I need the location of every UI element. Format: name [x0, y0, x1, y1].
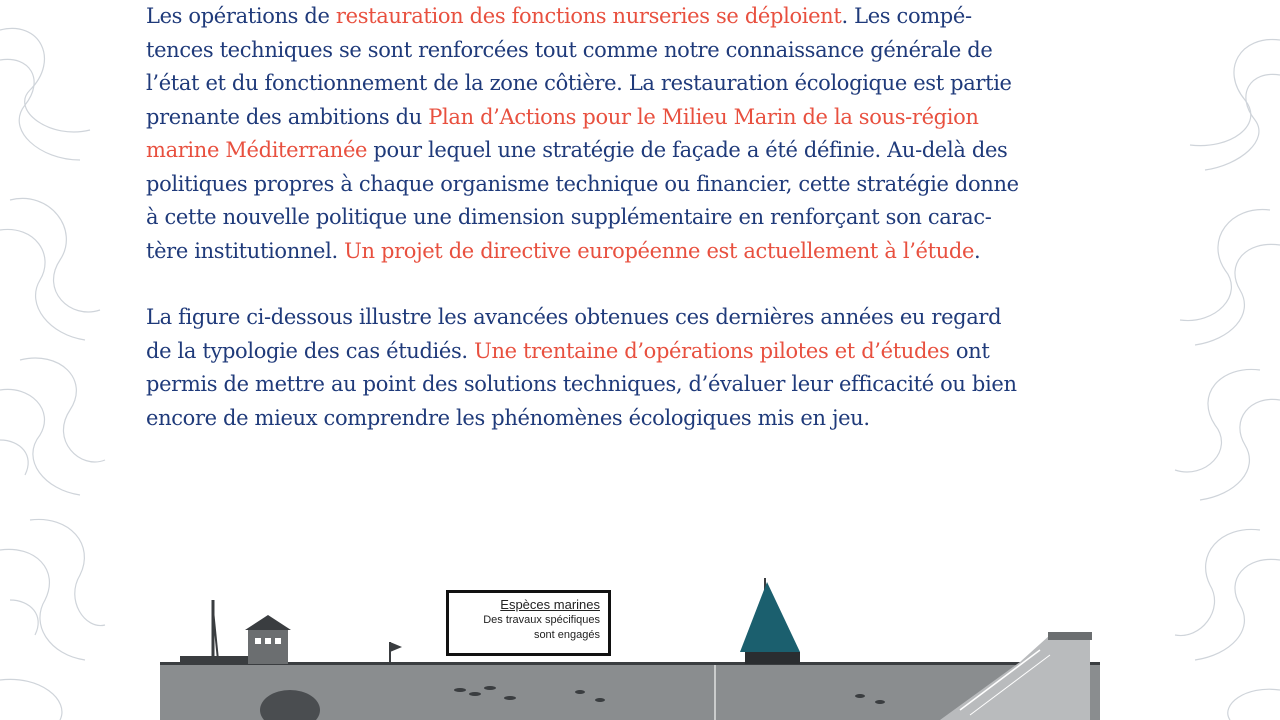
text: La figure ci-dessous illustre les avancées obtenues ces dernières années eu regard	[146, 305, 1002, 329]
legend-title: Espèces marines	[500, 597, 600, 612]
highlight-link[interactable]: Une trentaine d’opérations pilotes et d’études	[474, 338, 950, 363]
pier	[180, 656, 250, 664]
paragraph-1	[146, 0, 1136, 268]
text: tère institutionnel.	[146, 238, 345, 263]
text: tences techniques se sont renforcées tout comme notre connaissance générale de	[146, 37, 993, 62]
text: .	[974, 238, 981, 263]
legend-box	[446, 590, 611, 656]
text: ont	[949, 338, 990, 363]
text: permis de mettre au point des solutions techniques, d’évaluer leur efficacité ou bien	[146, 372, 1017, 396]
text: à cette nouvelle politique une dimension supplémentaire en renforçant son carac-	[146, 205, 992, 229]
paragraph-2	[146, 301, 1136, 435]
text: l’état et du fonctionnement de la zone côtière. La restauration écologique est partie	[146, 71, 1012, 95]
highlight-link[interactable]: restauration des fonctions nurseries se déploient	[335, 4, 842, 28]
text: Les opérations de	[146, 4, 336, 28]
topographic-pattern-right	[1170, 0, 1280, 720]
text: pour lequel une stratégie de façade a été définie. Au-delà des	[367, 138, 1008, 162]
text: . Les compé-	[841, 4, 972, 28]
highlight-link[interactable]: marine Méditerranée	[146, 138, 368, 162]
building-icon	[248, 630, 288, 664]
text: politiques propres à chaque organisme technique ou financier, cette stratégie donne	[146, 171, 1019, 196]
text: de la typologie des cas étudiés.	[146, 338, 475, 363]
coastal-illustration	[160, 570, 1100, 720]
legend-line: sont engagés	[533, 629, 600, 641]
topographic-pattern-left	[0, 0, 110, 720]
highlight-link[interactable]: Un projet de directive européenne est actuellement à l’étude	[344, 238, 975, 263]
text: encore de mieux comprendre les phénomènes écologiques mis en jeu.	[146, 405, 870, 430]
highlight-link[interactable]: Plan d’Actions pour le Milieu Marin de la sous-région	[428, 104, 979, 129]
legend-line: Des travaux spécifiques	[483, 614, 600, 626]
text: prenante des ambitions du	[146, 104, 429, 129]
article-body	[146, 0, 1136, 435]
